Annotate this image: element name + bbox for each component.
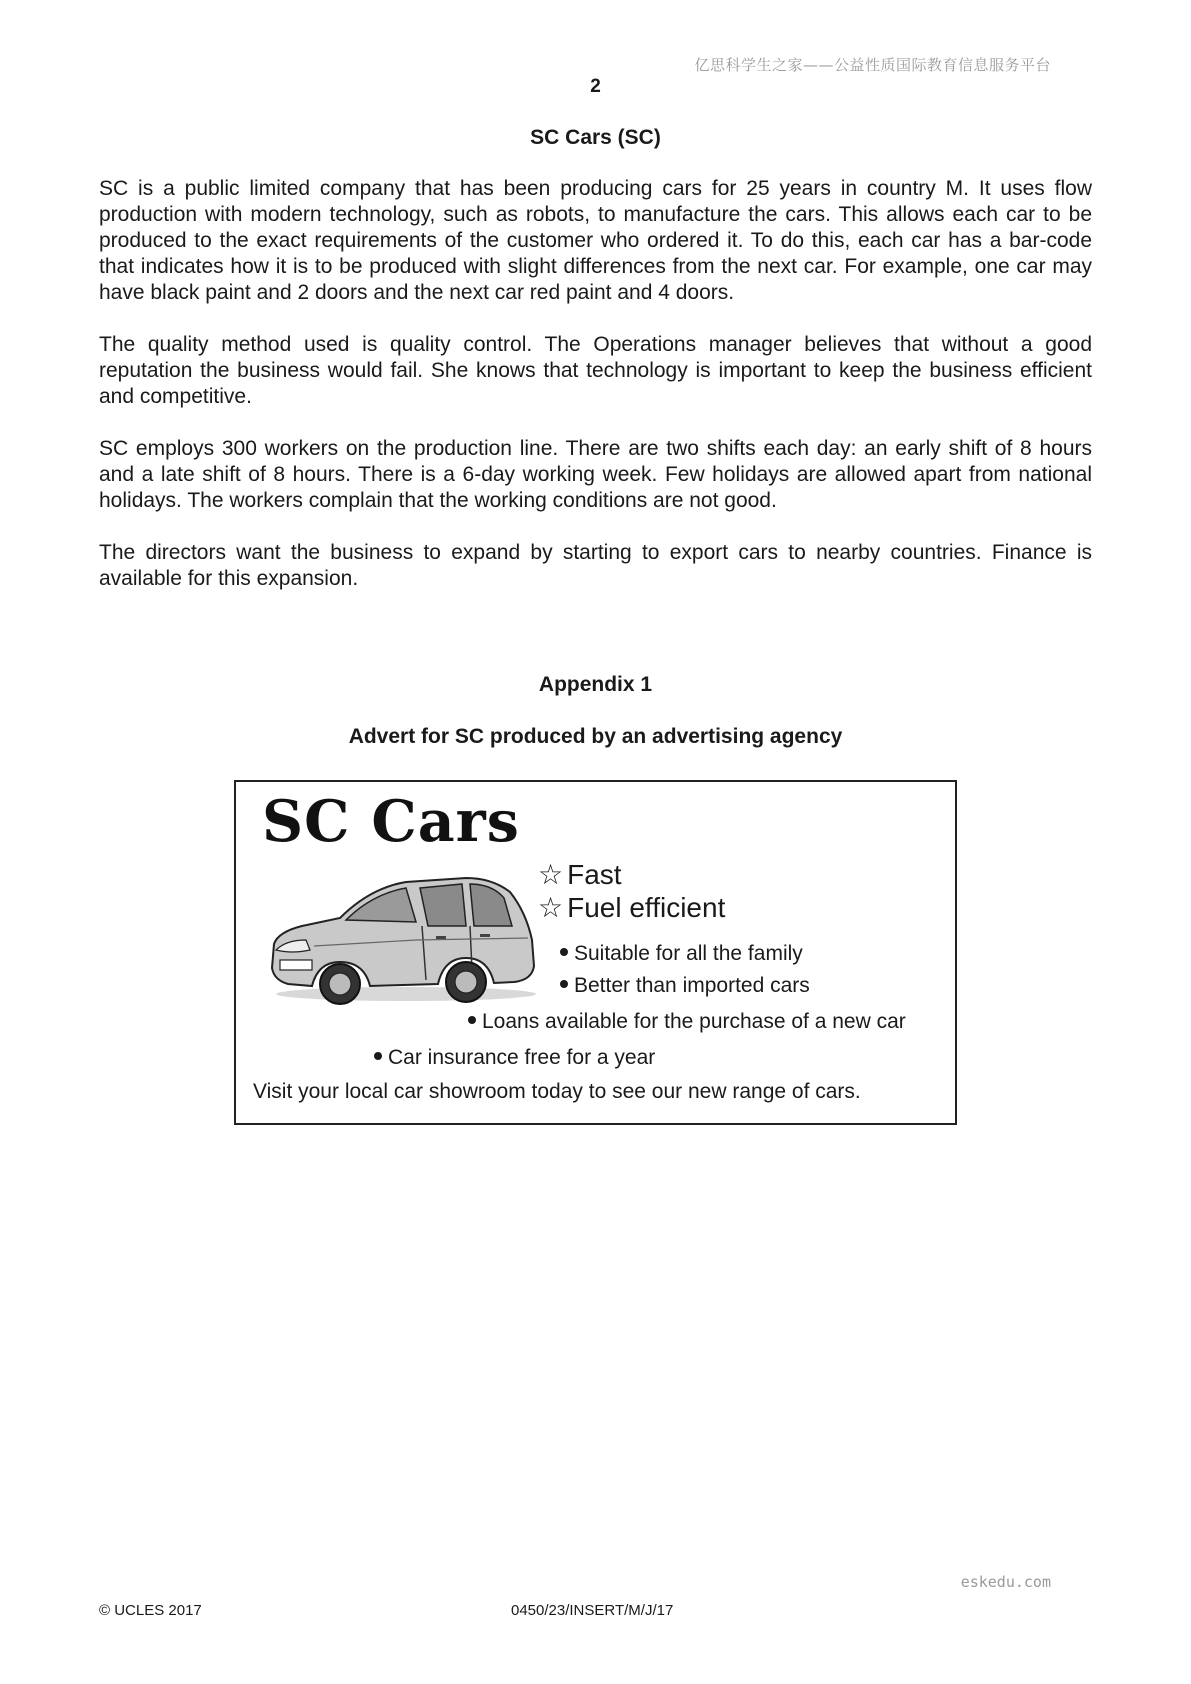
bullet-text: Suitable for all the family — [574, 942, 803, 965]
advert-box — [234, 780, 957, 1125]
bullet-dot-icon — [374, 1052, 382, 1060]
case-body — [99, 176, 1092, 618]
feature-fast — [538, 858, 622, 891]
feature-fuel-efficient-label: Fuel efficient — [567, 891, 726, 923]
watermark-top: 亿思科学生之家——公益性质国际教育信息服务平台 — [694, 56, 1051, 74]
appendix-title: Appendix 1 — [538, 673, 653, 696]
paragraph-4: The directors want the business to expand by starting to export cars to nearby countries. Finance is available for this expansion. — [99, 541, 1092, 590]
paragraph-3: SC employs 300 workers on the production line. There are two shifts each day: an early shift of 8 hours and a late shift of 8 hours. There is a 6-day working week. Few holidays are allowed apart from national holidays. The workers complain that the working conditions are not good. — [99, 437, 1092, 512]
bullet-dot-icon — [560, 980, 568, 988]
watermark-bottom: eskedu.com — [960, 1573, 1051, 1591]
bullet-dot-icon — [560, 948, 568, 956]
feature-fast-label: Fast — [567, 858, 622, 890]
car-illustration — [266, 870, 541, 1005]
footer-paper-code: 0450/23/INSERT/M/J/17 — [511, 1602, 674, 1619]
advert-call-to-action: Visit your local car showroom today to see our new range of cars. — [253, 1080, 861, 1103]
bullet-dot-icon — [468, 1016, 476, 1024]
paragraph-1: SC is a public limited company that has been producing cars for 25 years in country M. It uses flow production with modern technology, such as robots, to manufacture the cars. This allows each car to be produced to the exact requirements of the customer who ordered it. To do this, each car has a bar-code that indicates how it is to be produced with slight differences from the next car. For example, one car may have black paint and 2 doors and the next car red paint and 4 doors. — [99, 177, 1092, 304]
bullet-text: Loans available for the purchase of a new car — [482, 1010, 906, 1033]
advert-brand: SC Cars — [262, 788, 520, 855]
bullet-better-than-imported — [560, 974, 810, 998]
bullet-text: Car insurance free for a year — [388, 1046, 656, 1069]
case-title: SC Cars (SC) — [530, 126, 661, 149]
appendix-subtitle: Advert for SC produced by an advertising agency — [348, 725, 843, 748]
page-number: 2 — [590, 76, 601, 97]
paragraph-2: The quality method used is quality control. The Operations manager believes that without a good reputation the business would fail. She knows that technology is important to keep the business efficient and competitive. — [99, 333, 1092, 408]
bullet-suitable-family — [560, 942, 803, 966]
footer-copyright: © UCLES 2017 — [99, 1602, 202, 1619]
bullet-free-insurance — [374, 1046, 655, 1070]
star-icon: ☆ — [538, 859, 564, 890]
star-icon: ☆ — [538, 892, 564, 923]
bullet-text: Better than imported cars — [574, 974, 810, 997]
bullet-loans-available — [468, 1010, 906, 1034]
feature-fuel-efficient — [538, 891, 725, 924]
